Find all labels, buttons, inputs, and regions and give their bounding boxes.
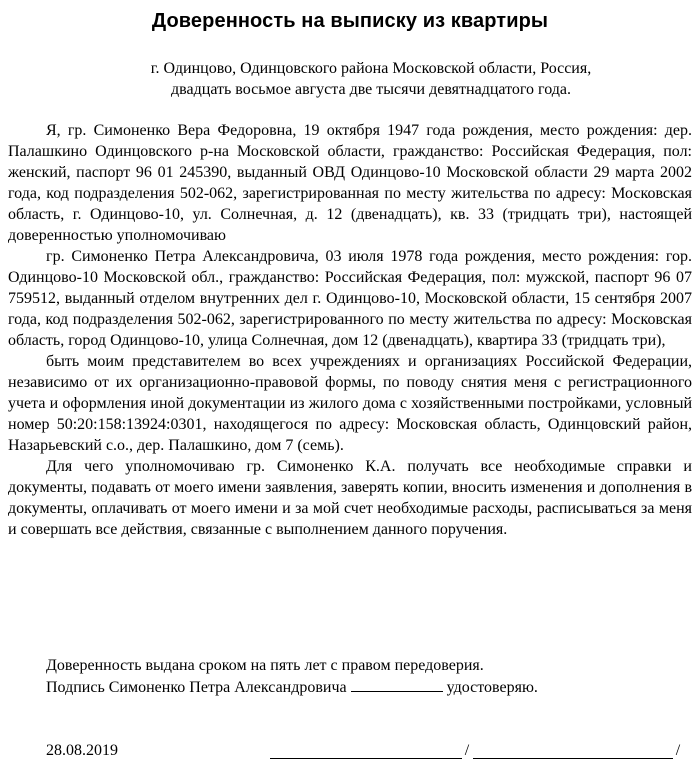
place-line-1: г. Одинцово, Одинцовского района Московской области, Россия, [150,60,592,77]
place-line-2: двадцать восьмое августа две тысячи девятнадцатого года. [171,81,571,98]
validity-statement: Доверенность выдана сроком на пять лет с правом передоверия. [46,657,484,674]
paragraph-scope: быть моим представителем во всех учреждениях и организациях Российской Федерации, независимо от их организационно-правовой формы, по поводу снятия меня с регистрационного учета и оформления иной документации из жилого дома с хозяйственными постройками, условный номер 50:20:158:13924:0301, находящегося по адресу: Московская область, Одинцовский район, Назарьевский с.о., дер. Палашкино, дом 7 (семь). [8,353,692,454]
signature-separator-end: / [675,742,681,759]
paragraph-attorney: гр. Симоненко Петра Александровича, 03 июля 1978 года рождения, место рождения: гор. Одинцово-10 Московской обл., гражданство: Российская Федерация, пол: мужской, паспорт 96 07 759512, выданный отделом внутренних дел г. Одинцово-10, Московской области, 15 сентября 2007 года, код подразделения 502-062, зарегистрированного по месту жительства по адресу: Московская область, город Одинцово-10, улица Солнечная, дом 12 (двенадцать), квартира 33 (тридцать три), [8,248,692,349]
document-footer [46,655,538,698]
principal-signature-line [270,740,462,759]
principal-name-line [473,740,673,759]
signature-statement [46,676,538,698]
paragraph-powers: Для чего уполномочиваю гр. Симоненко К.А. получать все необходимые справки и документы, подавать от моего имени заявления, заверять копии, вносить изменения и дополнения в документы, оплачивать от моего имени и за мой счет необходимые расходы, расписываться за меня и совершать все действия, связанные с выполнением данного поручения. [8,458,692,538]
signature-prefix: Подпись Симоненко Петра Александровича [46,679,347,696]
document-title: Доверенность на выписку из квартиры [151,10,549,32]
document-date: 28.08.2019 [46,742,118,759]
signature-suffix: удостоверяю. [446,679,538,696]
attorney-signature-line [351,676,443,692]
paragraph-principal: Я, гр. Симоненко Вера Федоровна, 19 октября 1947 года рождения, место рождения: дер. Палашкино Одинцовского р-на Московской области, гражданство: Российская Федерация, пол: женский, паспорт 96 01 245390, выданный ОВД Одинцово-10 Московской области 29 марта 2002 года, код подразделения 502-062, зарегистрированная по месту жительства по адресу: Московская область, г. Одинцово-10, ул. Солнечная, д. 12 (двенадцать), кв. 33 (тридцать три), настоящей доверенностью уполномочиваю [8,122,692,244]
document-body [8,120,692,540]
signature-separator: / [464,742,470,759]
document-place-date [0,58,700,100]
principal-signature-block [270,740,682,761]
